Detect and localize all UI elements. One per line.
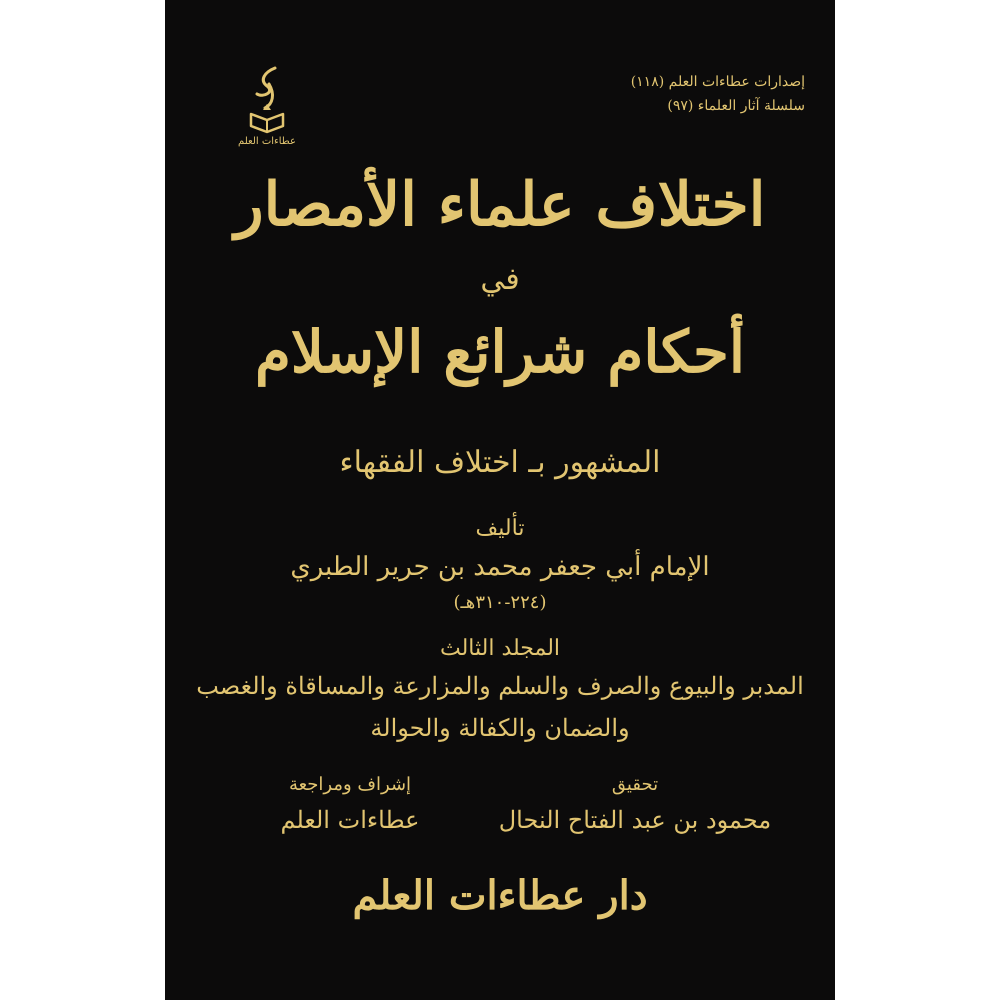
book-cover [165,0,835,1000]
book-quill-logo-icon [245,64,289,134]
logo-caption: عطاءات العلم [238,136,296,147]
also-known-as: المشهور بـ اختلاف الفقهاء [339,445,661,480]
author-label: تأليف [475,516,525,541]
supervision-name: عطاءات العلم [280,806,420,834]
volume-label: المجلد الثالث [439,636,561,661]
author-name: الإمام أبي جعفر محمد بن جرير الطبري [290,552,710,582]
main-title-line-1: اختلاف علماء الأمصار [234,170,766,240]
editor-name: محمود بن عبد الفتاح النحال [498,806,772,834]
supervision-role: إشراف ومراجعة [288,774,412,795]
editor-credit [495,770,775,840]
publisher-name: دار عطاءات العلم [352,872,648,919]
main-title-line-2: أحكام شرائع الإسلام [255,318,745,386]
volume-topics-line-2: والضمان والكفالة والحوالة [370,714,630,742]
series-info [545,70,805,118]
author-dates: (٢٢٤-٣١٠هـ) [453,592,547,613]
volume-topics-line-1: المدبر والبيوع والصرف والسلم والمزارعة والمساقاة والغصب [196,672,804,700]
publisher-logo [237,64,297,164]
editor-role: تحقيق [611,774,659,795]
series-publications-line: إصدارات عطاءات العلم (١١٨) [630,74,805,90]
supervision-credit [235,770,465,840]
series-scholars-line: سلسلة آثار العلماء (٩٧) [667,98,805,114]
main-title-preposition: في [480,262,520,297]
